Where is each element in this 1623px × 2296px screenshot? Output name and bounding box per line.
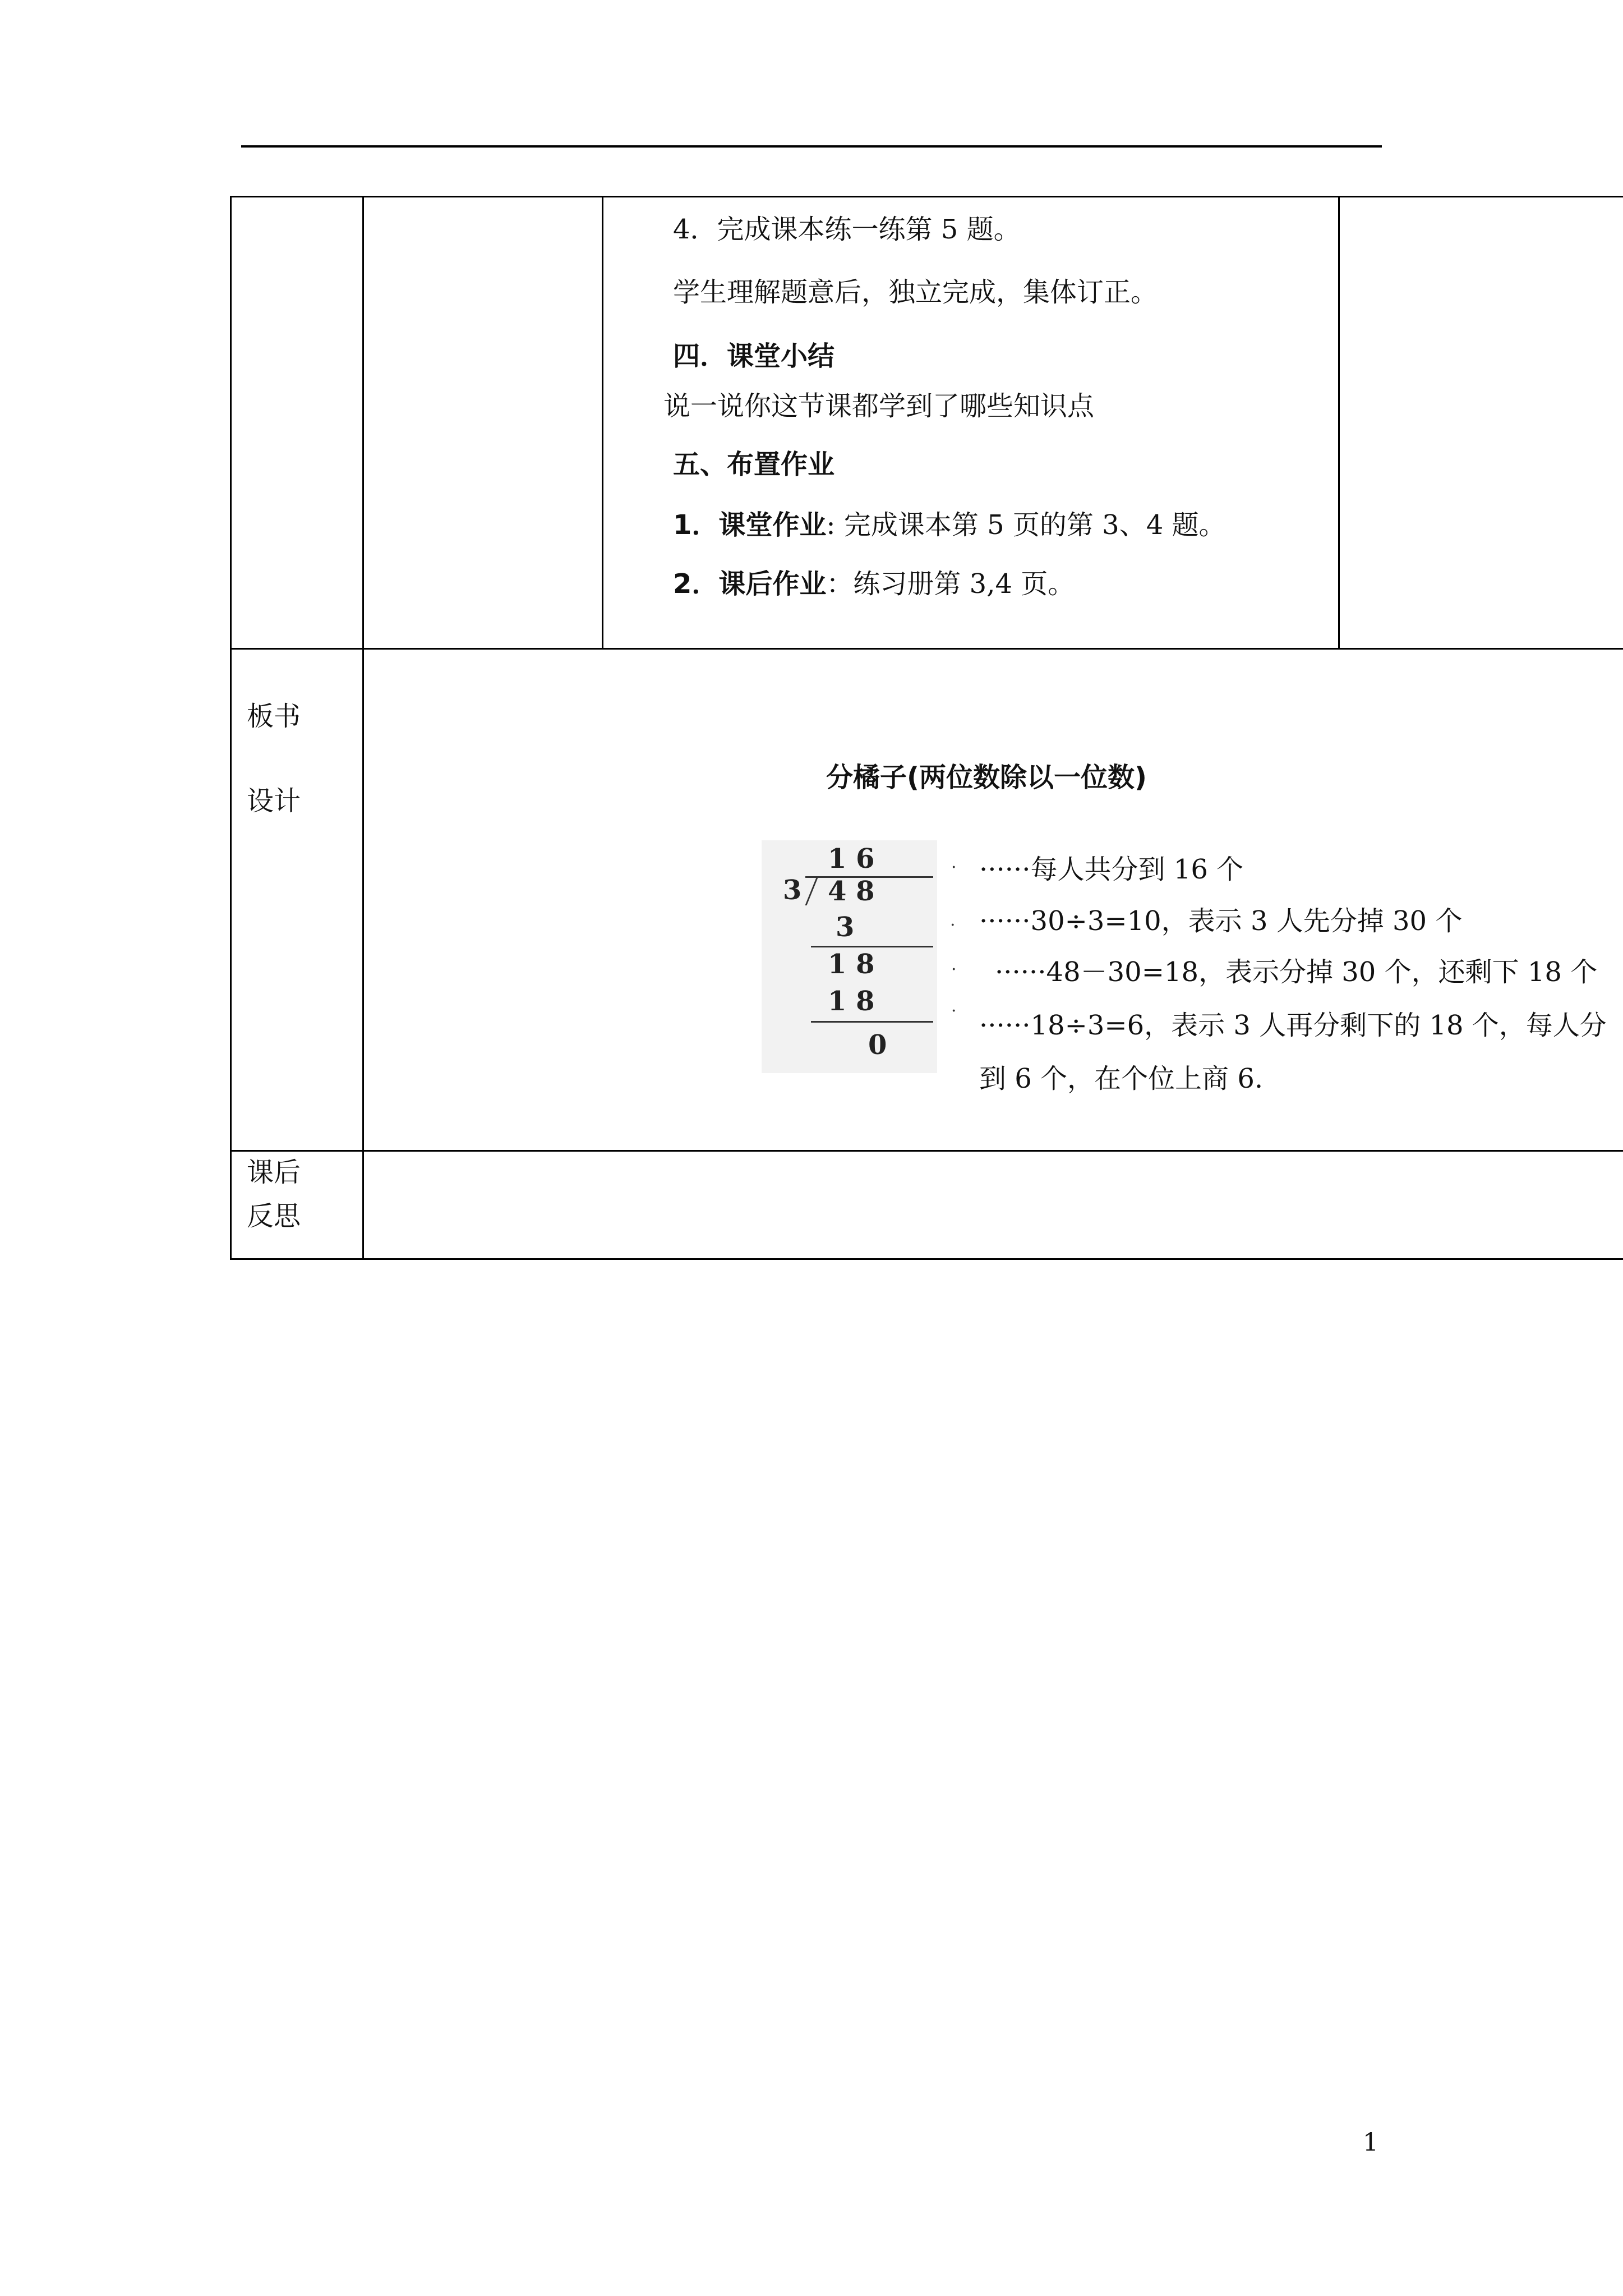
board-note-2: ······30÷3=10，表示 3 人先分掉 30 个 — [979, 905, 1463, 937]
table-column-divider — [602, 196, 603, 650]
reflection-label-line1: 课后 — [247, 1157, 301, 1188]
board-note-4: ······18÷3=6，表示 3 人再分剩下的 18 个，每人分 — [979, 1010, 1607, 1041]
homework-2-label: 2．课后作业 — [673, 568, 827, 600]
summary-text: 说一说你这节课都学到了哪些知识点 — [663, 390, 1095, 422]
division-rule-1 — [811, 946, 933, 947]
board-note-1: ······每人共分到 16 个 — [979, 854, 1244, 885]
homework-item-1 — [673, 509, 1226, 541]
table-bottom-border — [230, 1258, 1623, 1260]
board-note-5: 到 6 个，在个位上商 6. — [979, 1063, 1264, 1094]
division-quotient: 1 6 — [828, 843, 875, 875]
division-step3: 1 8 — [828, 986, 875, 1017]
division-rule-2 — [811, 1021, 933, 1023]
homework-1-label: 1．课堂作业 — [673, 509, 827, 541]
division-dividend: 4 8 — [828, 876, 875, 907]
note-bullet: . — [950, 910, 956, 930]
board-label-line2: 设计 — [247, 785, 301, 817]
note-bullet: · — [951, 858, 957, 877]
reflection-label-line2: 反思 — [247, 1200, 301, 1232]
board-title: 分橘子(两位数除以一位数) — [826, 762, 1147, 793]
homework-2-text: ：练习册第 3,4 页。 — [826, 568, 1075, 600]
division-remainder: 0 — [868, 1029, 887, 1061]
homework-item-2 — [673, 568, 1075, 600]
note-bullet: · — [951, 960, 957, 979]
division-divisor: 3 — [783, 875, 802, 906]
table-row-divider — [230, 1150, 1623, 1152]
table-top-border — [230, 196, 1623, 197]
activity-text: 4．完成课本练一练第 5 题。 — [673, 214, 1021, 245]
table-left-border — [230, 196, 232, 1260]
division-step1: 3 — [836, 912, 855, 943]
homework-heading: 五、布置作业 — [673, 449, 835, 480]
division-bracket-side — [805, 876, 818, 905]
note-bullet: · — [951, 1001, 957, 1021]
activity-note: 学生理解题意后，独立完成，集体订正。 — [673, 277, 1158, 308]
board-label-line1: 板书 — [247, 701, 301, 732]
page-number: 1 — [1363, 2128, 1378, 2157]
table-row-divider — [230, 648, 1623, 650]
table-column-divider — [1338, 196, 1340, 650]
long-division-diagram — [762, 840, 937, 1073]
division-step2: 1 8 — [828, 949, 875, 980]
summary-heading: 四．课堂小结 — [673, 341, 835, 372]
board-note-3: ······48－30=18，表示分掉 30 个，还剩下 18 个 — [995, 956, 1598, 988]
table-column-divider — [362, 196, 364, 1260]
homework-1-text: : 完成课本第 5 页的第 3、4 题。 — [826, 509, 1226, 541]
